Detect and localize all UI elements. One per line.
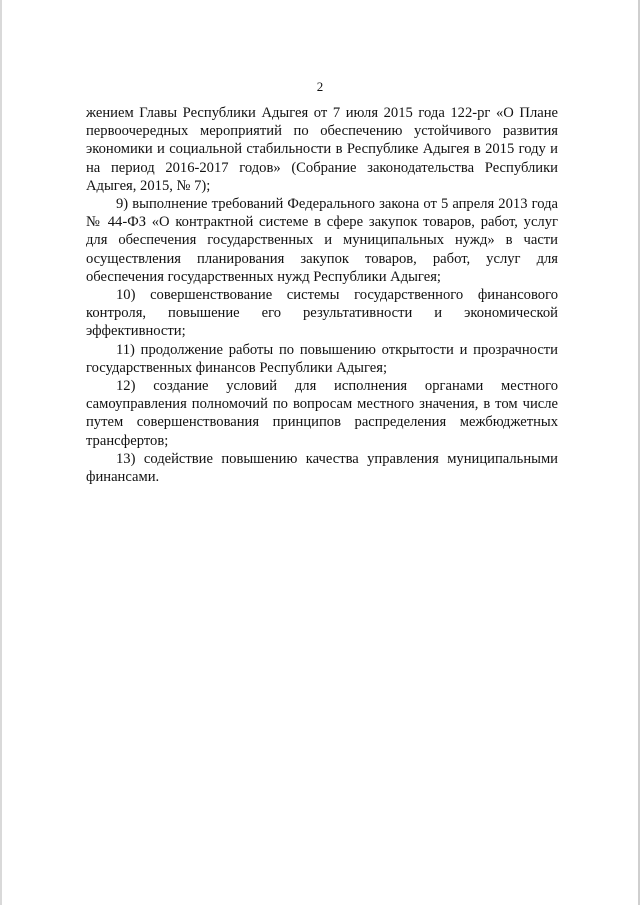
document-body	[86, 104, 558, 486]
page-number: 2	[316, 79, 324, 94]
paragraph-item-12: 12) создание условий для исполнения органами местного самоуправления полномочий по вопросам местного значения, в том числе путем совершенствования принципов распределения межбюджетных трансфертов;	[86, 378, 558, 449]
paragraph-item-9: 9) выполнение требований Федерального закона от 5 апреля 2013 года № 44-ФЗ «О контрактной системе в сфере закупок товаров, работ, услуг для обеспечения государственных и муниципальных нужд» в части осуществления планирования закупок товаров, работ, услуг для обеспечения государственных нужд Республики Адыгея;	[86, 196, 558, 285]
paragraph-item-10: 10) совершенствование системы государственного финансового контроля, повышение его результативности и экономической эффективности;	[86, 287, 558, 340]
scan-edge-left	[0, 0, 2, 905]
paragraph-continuation: жением Главы Республики Адыгея от 7 июля 2015 года 122-рг «О Плане первоочередных мероприятий по обеспечению устойчивого развития экономики и социальной стабильности в Республике Адыгея в 2015 году и на период 2016-2017 годов» (Собрание законодательства Республики Адыгея, 2015, № 7);	[86, 105, 558, 194]
paragraph-item-13: 13) содействие повышению качества управления муниципальными финансами.	[86, 450, 558, 486]
paragraph-item-11: 11) продолжение работы по повышению открытости и прозрачности государственных финансов Республики Адыгея;	[86, 341, 558, 376]
